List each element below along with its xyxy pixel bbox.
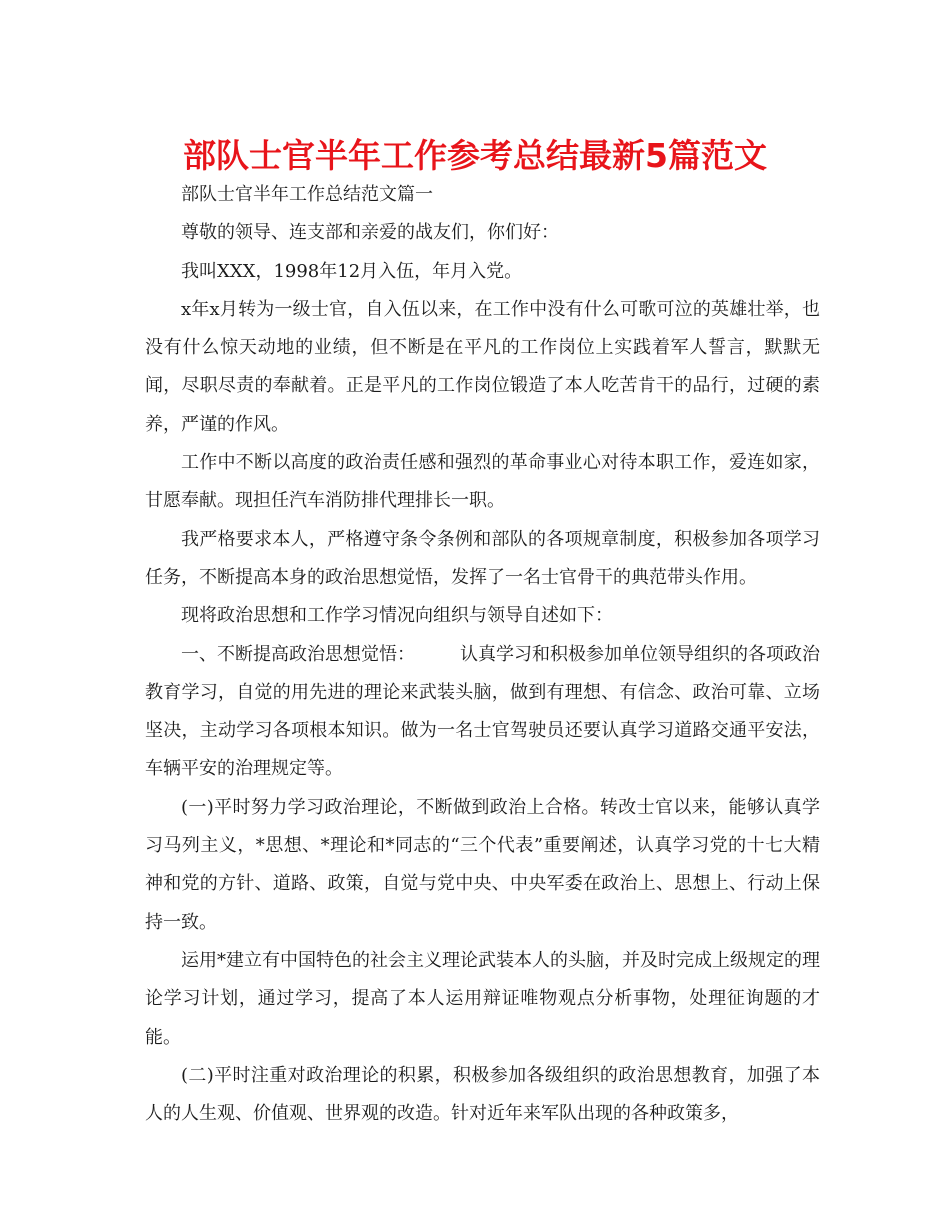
document-body bbox=[145, 176, 820, 1133]
body-paragraph: x年x月转为一级士官，自入伍以来，在工作中没有什么可歌可泣的英雄壮举，也没有什么惊天动地的业绩，但不断是在平凡的工作岗位上实践着军人誓言，默默无闻，尽职尽责的奉献着。正是平凡的工作岗位锻造了本人吃苦肯干的品行，过硬的素养，严谨的作风。 bbox=[145, 298, 820, 435]
body-paragraph: 我叫XXX，1998年12月入伍，年月入党。 bbox=[181, 260, 523, 282]
body-paragraph: (一)平时努力学习政治理论，不断做到政治上合格。转改士官以来，能够认真学习马列主义，*思想、*理论和*同志的“三个代表”重要阐述，认真学习党的十七大精神和党的方针、道路、政策，自觉与党中央、中央军委在政治上、思想上、行动上保持一致。 bbox=[145, 796, 820, 933]
body-paragraph: 运用*建立有中国特色的社会主义理论武装本人的头脑，并及时完成上级规定的理论学习计划，通过学习，提高了本人运用辩证唯物观点分析事物，处理征询题的才能。 bbox=[145, 949, 820, 1048]
body-paragraph: 现将政治思想和工作学习情况向组织与领导自述如下： bbox=[181, 605, 613, 627]
body-paragraph: 我严格要求本人，严格遵守条令条例和部队的各项规章制度，积极参加各项学习任务，不断提高本身的政治思想觉悟，发挥了一名士官骨干的典范带头作用。 bbox=[145, 528, 820, 588]
body-paragraph: 工作中不断以高度的政治责任感和强烈的革命事业心对待本职工作，爱连如家，甘愿奉献。现担任汽车消防排代理排长一职。 bbox=[145, 452, 820, 512]
document-title: 部队士官半年工作参考总结最新5篇范文 bbox=[183, 136, 767, 175]
salutation: 尊敬的领导、连支部和亲爱的战友们，你们好： bbox=[181, 222, 559, 244]
body-paragraph: 一、不断提高政治思想觉悟： 认真学习和积极参加单位领导组织的各项政治教育学习，自觉的用先进的理论来武装头脑，做到有理想、有信念、政治可靠、立场坚决，主动学习各项根本知识。做为一名士官驾驶员还要认真学习道路交通平安法，车辆平安的治理规定等。 bbox=[145, 643, 820, 780]
body-paragraph: (二)平时注重对政治理论的积累，积极参加各级组织的政治思想教育，加强了本人的人生观、价值观、世界观的改造。针对近年来军队出现的各种政策多， bbox=[145, 1064, 820, 1125]
section-heading: 部队士官半年工作总结范文篇一 bbox=[181, 184, 433, 205]
